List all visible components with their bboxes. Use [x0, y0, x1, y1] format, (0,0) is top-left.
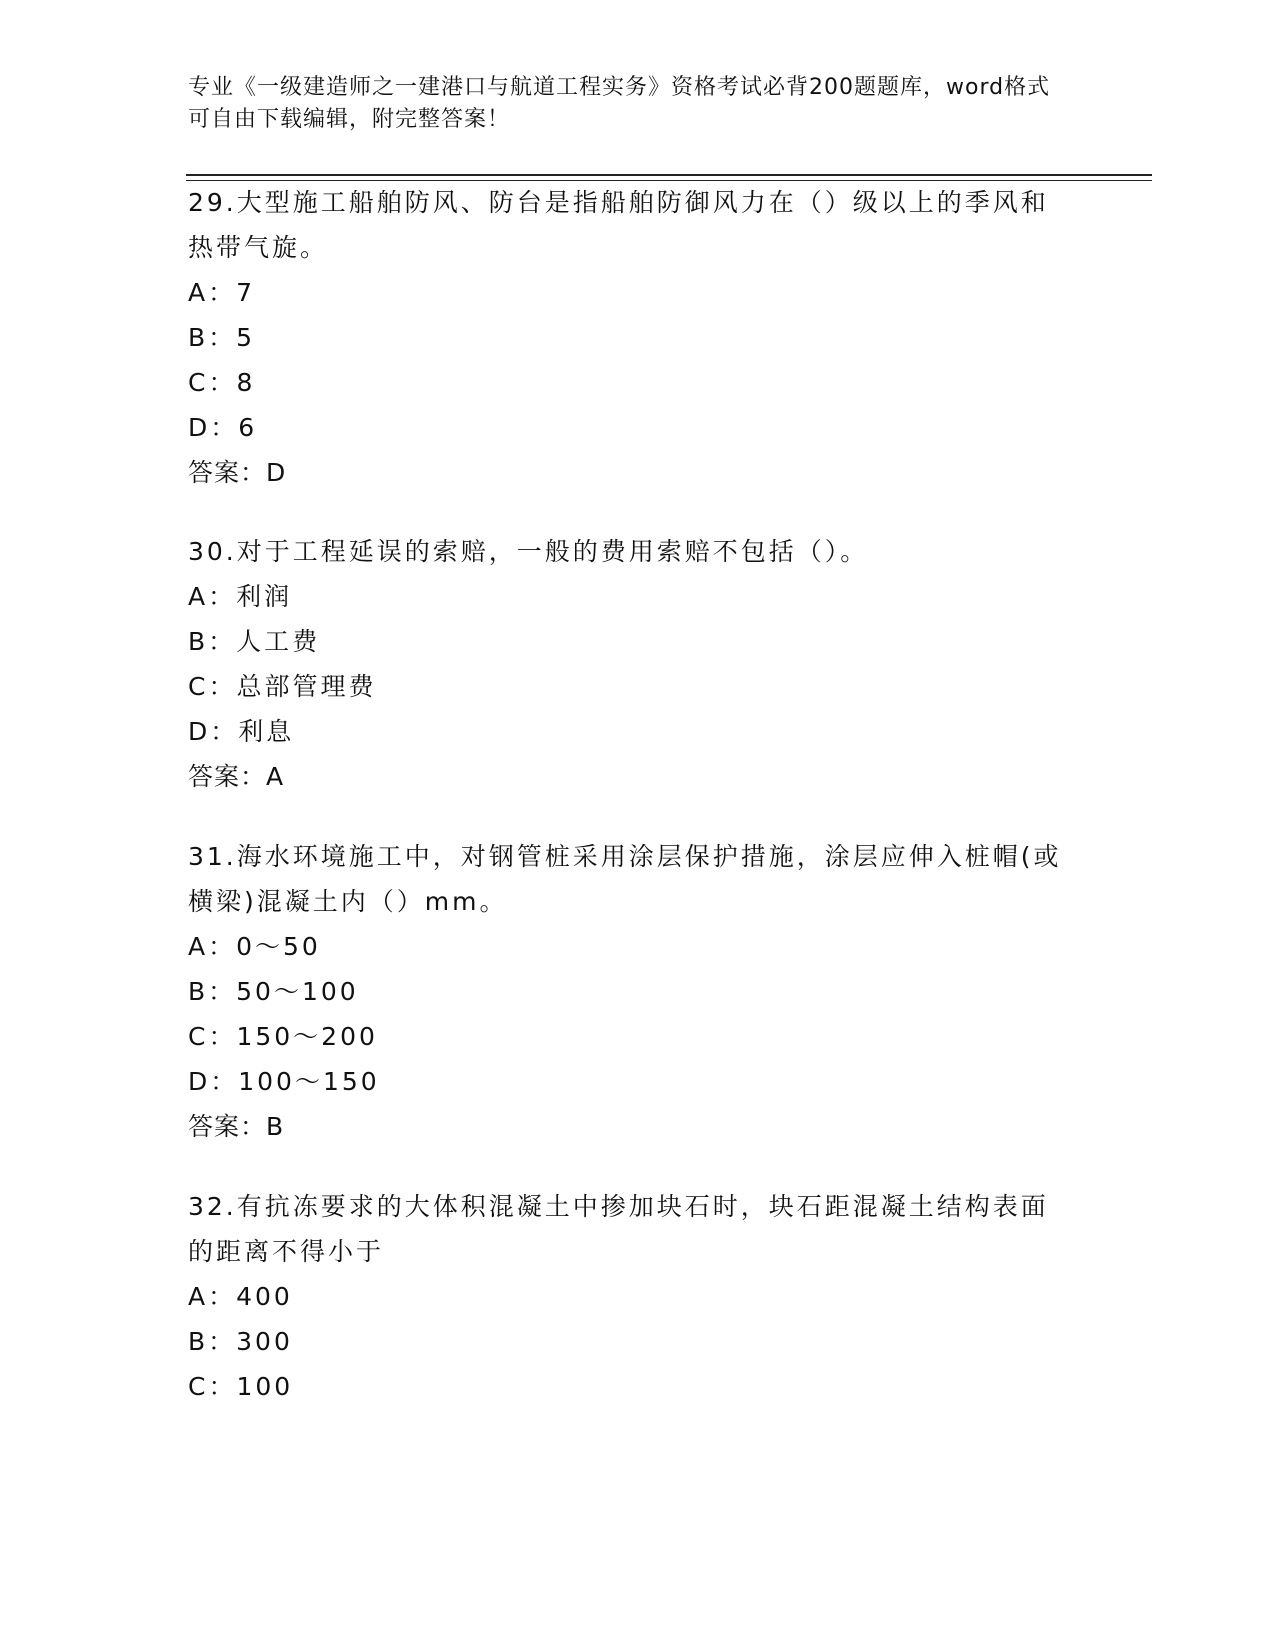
option-b: B：50～100 [188, 977, 359, 1006]
document-header: 专业《一级建造师之一建港口与航道工程实务》资格考试必背200题题库，word格式可自由下载编辑，附完整答案！ [188, 75, 1051, 132]
option-d: D：100～150 [188, 1067, 380, 1096]
answer: 答案：B [188, 1112, 285, 1141]
option-a: A：0～50 [188, 932, 321, 961]
question-stem: 31.海水环境施工中，对钢管桩采用涂层保护措施，涂层应伸入桩帽(或横梁)混凝土内（）mm。 [188, 842, 1062, 916]
question-32 [188, 1184, 1068, 1409]
option-b: B：300 [188, 1327, 293, 1356]
option-c: C：总部管理费 [188, 672, 377, 701]
question-31 [188, 834, 1068, 1149]
option-d: D：6 [188, 413, 258, 442]
answer: 答案：D [188, 458, 287, 487]
question-stem: 30.对于工程延误的索赔，一般的费用索赔不包括（）。 [188, 537, 869, 566]
option-a: A：利润 [188, 582, 293, 611]
option-a: A：7 [188, 278, 256, 307]
header-divider [186, 174, 1152, 176]
option-c: C：100 [188, 1372, 294, 1401]
question-stem: 32.有抗冻要求的大体积混凝土中掺加块石时，块石距混凝土结构表面的距离不得小于 [188, 1192, 1049, 1266]
question-30 [188, 529, 1068, 799]
option-c: C：150～200 [188, 1022, 378, 1051]
question-stem: 29.大型施工船舶防风、防台是指船舶防御风力在（）级以上的季风和热带气旋。 [188, 188, 1049, 262]
option-b: B：5 [188, 323, 256, 352]
option-d: D：利息 [188, 717, 295, 746]
option-a: A：400 [188, 1282, 293, 1311]
answer: 答案：A [188, 762, 285, 791]
option-c: C：8 [188, 368, 256, 397]
question-29 [188, 180, 1068, 495]
option-b: B：人工费 [188, 627, 321, 656]
